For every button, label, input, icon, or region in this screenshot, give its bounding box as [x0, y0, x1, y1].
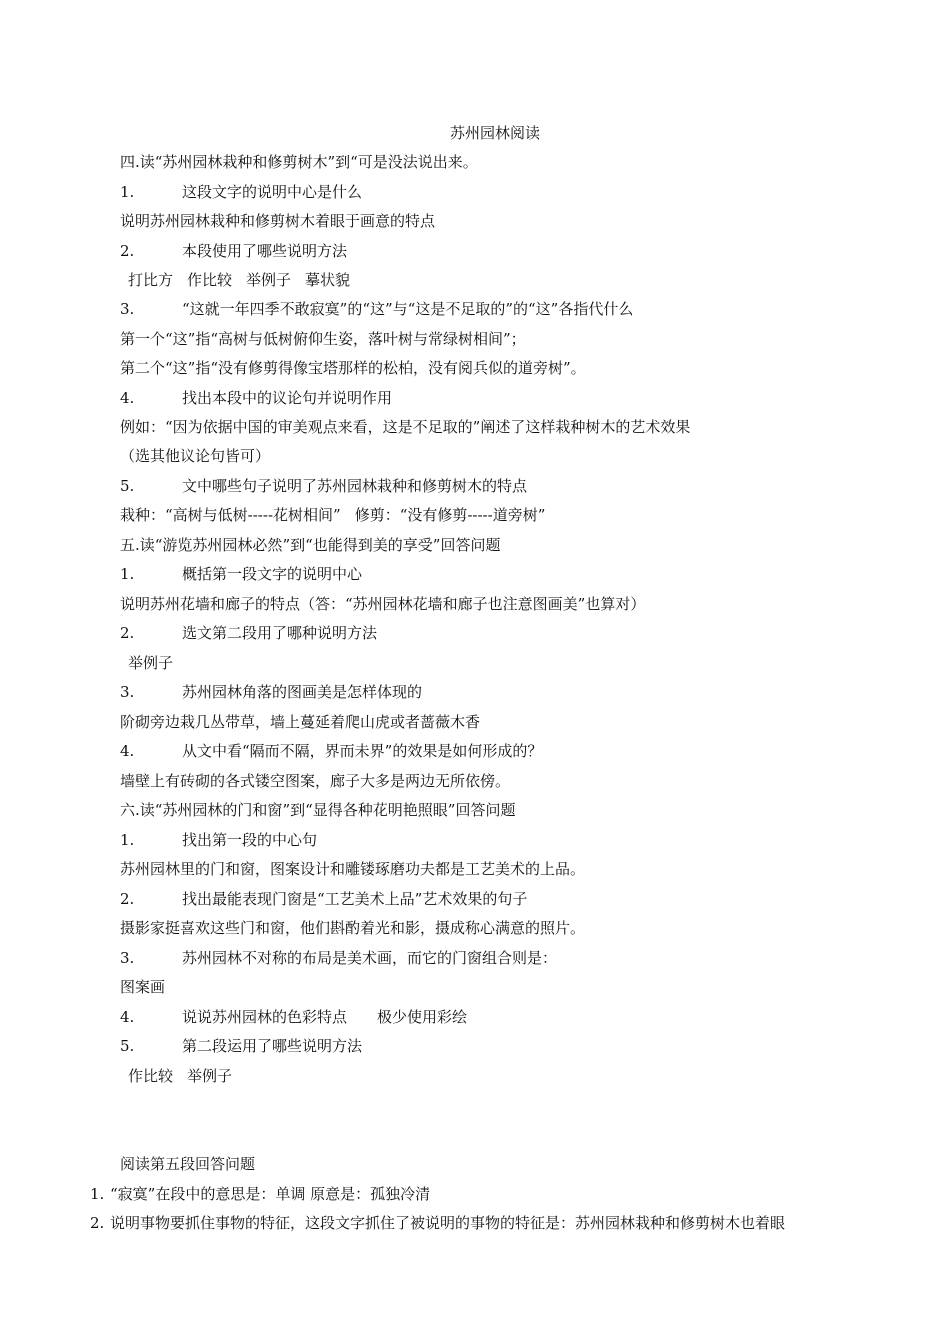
section-6-heading: 六.读“苏州园林的门和窗”到“显得各种花明艳照眼”回答问题	[120, 801, 516, 819]
s4-answer-5	[120, 505, 545, 525]
answer-part: 栽种：“高树与低树-----花树相间”	[120, 506, 341, 524]
document-title: 苏州园林阅读	[449, 124, 540, 142]
s4-question-1	[120, 182, 362, 202]
question-text: 找出最能表现门窗是“工艺美术上品”艺术效果的句子	[182, 890, 528, 908]
s4-answer-4-line-2: （选其他议论句皆可）	[120, 447, 271, 465]
question-number: 2.	[120, 624, 135, 642]
s7-question-1	[90, 1184, 430, 1204]
s6-answer-5	[120, 1066, 232, 1086]
s4-question-3	[120, 299, 633, 319]
s4-answer-3-line-2: 第二个“这”指“没有修剪得像宝塔那样的松柏，没有阅兵似的道旁树”。	[120, 359, 586, 377]
question-number: 5.	[120, 477, 135, 495]
question-text: “这就一年四季不敢寂寞”的“这”与“这是不足取的”的“这”各指代什么	[182, 300, 634, 318]
question-number: 3.	[120, 949, 135, 967]
inline-answer: 极少使用彩绘	[377, 1008, 468, 1026]
s5-question-3	[120, 682, 422, 702]
question-number: 1.	[90, 1185, 105, 1203]
section-7-heading: 阅读第五段回答问题	[120, 1155, 256, 1173]
question-text: 从文中看“隔而不隔，界而未界”的效果是如何形成的？	[182, 742, 543, 760]
answer-item: 打比方	[128, 271, 174, 289]
question-number: 4.	[120, 742, 135, 760]
question-text: 本段使用了哪些说明方法	[182, 242, 348, 260]
question-text: 第二段运用了哪些说明方法	[182, 1037, 363, 1055]
question-text: 选文第二段用了哪种说明方法	[182, 624, 378, 642]
s6-question-2	[120, 889, 527, 909]
question-number: 2.	[120, 890, 135, 908]
answer-item: 作比较	[128, 1067, 174, 1085]
s6-question-3	[120, 948, 557, 968]
question-text: 找出本段中的议论句并说明作用	[182, 389, 393, 407]
answer-item: 摹状貌	[305, 271, 351, 289]
s6-question-4	[120, 1007, 467, 1027]
s5-answer-1: 说明苏州花墙和廊子的特点（答：“苏州园林花墙和廊子也注意图画美”也算对）	[120, 595, 646, 613]
s4-question-4	[120, 388, 392, 408]
question-text: 说明事物要抓住事物的特征，这段文字抓住了被说明的事物的特征是：苏州园林栽种和修剪树木也着眼	[110, 1214, 786, 1232]
question-text: 文中哪些句子说明了苏州园林栽种和修剪树木的特点	[182, 477, 528, 495]
question-number: 3.	[120, 300, 135, 318]
s5-question-4	[120, 741, 542, 761]
s5-answer-3: 阶砌旁边栽几丛带草，墙上蔓延着爬山虎或者蔷薇木香	[120, 713, 481, 731]
answer-item: 举例子	[187, 1067, 233, 1085]
s4-answer-4-line-1: 例如：“因为依据中国的审美观点来看，这是不足取的”阐述了这样栽种树木的艺术效果	[120, 418, 691, 436]
question-number: 3.	[120, 683, 135, 701]
s6-answer-1: 苏州园林里的门和窗，图案设计和雕镂琢磨功夫都是工艺美术的上品。	[120, 860, 586, 878]
question-text: 说说苏州园林的色彩特点	[182, 1008, 348, 1026]
question-number: 1.	[120, 565, 135, 583]
question-number: 2.	[90, 1214, 105, 1232]
section-4-heading: 四.读“苏州园林栽种和修剪树木”到“可是没法说出来。	[120, 153, 478, 171]
s7-question-2	[90, 1213, 785, 1233]
question-text: 苏州园林角落的图画美是怎样体现的	[182, 683, 423, 701]
s4-answer-3-line-1: 第一个“这”指“高树与低树俯仰生姿，落叶树与常绿树相间”；	[120, 330, 526, 348]
s4-question-5	[120, 476, 527, 496]
question-text: 概括第一段文字的说明中心	[182, 565, 363, 583]
s4-answer-1: 说明苏州园林栽种和修剪树木着眼于画意的特点	[120, 212, 436, 230]
s5-answer-2: 举例子	[128, 654, 174, 672]
s5-answer-4: 墙壁上有砖砌的各式镂空图案，廊子大多是两边无所依傍。	[120, 772, 511, 790]
section-5-heading: 五.读“游览苏州园林必然”到“也能得到美的享受”回答问题	[120, 536, 501, 554]
s6-question-5	[120, 1036, 362, 1056]
answer-item: 举例子	[246, 271, 292, 289]
question-number: 4.	[120, 389, 135, 407]
question-number: 4.	[120, 1008, 135, 1026]
answer-part: 修剪：“没有修剪-----道旁树”	[354, 506, 546, 524]
question-text: “寂寞”在段中的意思是：单调 原意是：孤独冷清	[110, 1185, 431, 1203]
question-number: 2.	[120, 242, 135, 260]
answer-item: 作比较	[187, 271, 233, 289]
s6-question-1	[120, 830, 317, 850]
question-number: 1.	[120, 183, 135, 201]
question-number: 1.	[120, 831, 135, 849]
s5-question-2	[120, 623, 377, 643]
s4-answer-2	[120, 270, 350, 290]
question-number: 5.	[120, 1037, 135, 1055]
s6-answer-3: 图案画	[120, 978, 166, 996]
s5-question-1	[120, 564, 362, 584]
question-text: 这段文字的说明中心是什么	[182, 183, 363, 201]
question-text: 找出第一段的中心句	[182, 831, 318, 849]
s6-answer-2: 摄影家挺喜欢这些门和窗，他们斟酌着光和影，摄成称心满意的照片。	[120, 919, 586, 937]
question-text: 苏州园林不对称的布局是美术画，而它的门窗组合则是：	[182, 949, 558, 967]
s4-question-2	[120, 241, 347, 261]
